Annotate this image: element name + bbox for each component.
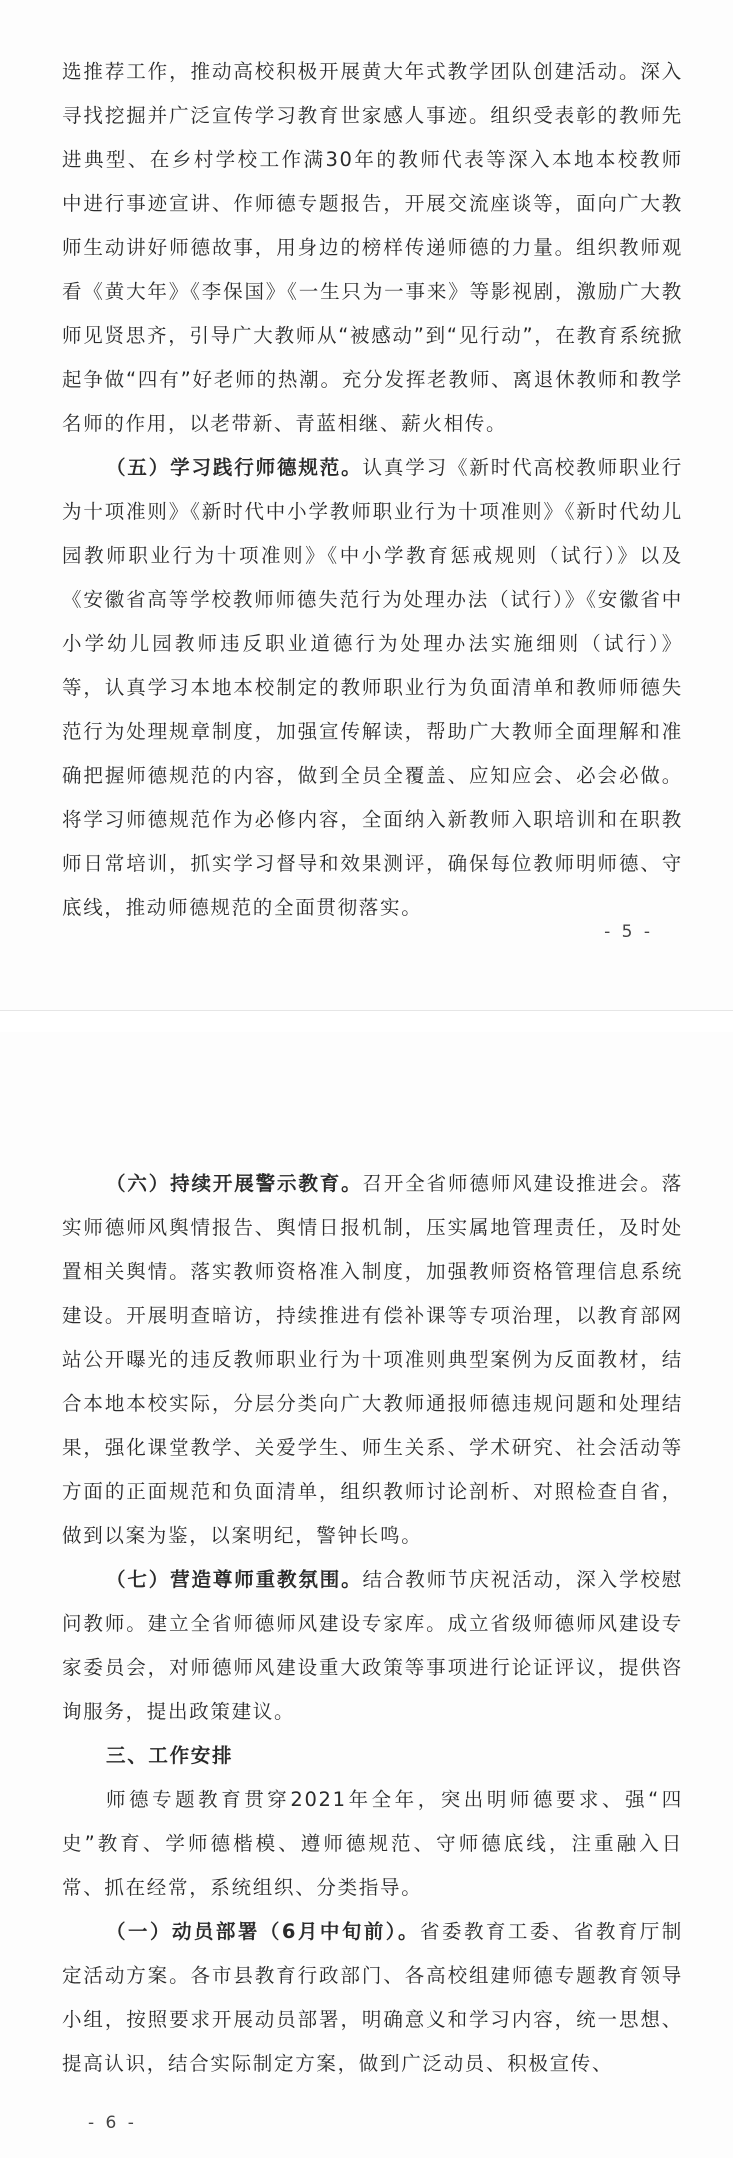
paragraph-mobilization <box>62 1910 683 2086</box>
section-heading: 三、工作安排 <box>106 1744 234 1767</box>
page-body <box>62 50 683 930</box>
page-body <box>62 1162 683 2086</box>
page-number: - 6 - <box>88 2113 137 2133</box>
paragraph-text: 师德专题教育贯穿2021年全年，突出明师德要求、强“四史”教育、学师德楷模、遵师德规范、守师德底线，注重融入日常、抓在经常，系统组织、分类指导。 <box>62 1788 683 1899</box>
paragraph-continued <box>62 50 683 446</box>
paragraph-text: 召开全省师德师风建设推进会。落实师德师风舆情报告、舆情日报机制，压实属地管理责任，及时处置相关舆情。落实教师资格准入制度，加强教师资格管理信息系统建设。开展明查暗访，持续推进有偿补课等专项治理，以教育部网站公开曝光的违反教师职业行为十项准则典型案例为反面教材，结合本地本校实际，分层分类向广大教师通报师德违规问题和处理结果，强化课堂教学、关爱学生、师生关系、学术研究、社会活动等方面的正面规范和负面清单，组织教师讨论剖析、对照检查自省，做到以案为鉴，以案明纪，警钟长鸣。 <box>62 1172 683 1547</box>
paragraph-text: 省委教育工委、省教育厅制定活动方案。各市县教育行政部门、各高校组建师德专题教育领导小组，按照要求开展动员部署，明确意义和学习内容，统一思想、提高认识，结合实际制定方案，做到广泛动员、积极宣传、 <box>62 1920 683 2075</box>
document-page-6 <box>0 1032 733 2158</box>
paragraph-overview <box>62 1778 683 1910</box>
page-separator <box>0 1010 733 1034</box>
paragraph-lead: （七）营造尊师重教氛围。 <box>106 1568 363 1591</box>
paragraph-text: 认真学习《新时代高校教师职业行为十项准则》《新时代中小学教师职业行为十项准则》《新时代幼儿园教师职业行为十项准则》《中小学教育惩戒规则（试行）》以及《安徽省高等学校教师师德失范行为处理办法（试行）》《安徽省中小学幼儿园教师违反职业道德行为处理办法实施细则（试行）》等，认真学习本地本校制定的教师职业行为负面清单和教师师德失范行为处理规章制度，加强宣传解读，帮助广大教师全面理解和准确把握师德规范的内容，做到全员全覆盖、应知应会、必会必做。将学习师德规范作为必修内容，全面纳入新教师入职培训和在职教师日常培训，抓实学习督导和效果测评，确保每位教师明师德、守底线，推动师德规范的全面贯彻落实。 <box>62 456 683 919</box>
paragraph-lead: （六）持续开展警示教育。 <box>106 1172 363 1195</box>
paragraph-text: 选推荐工作，推动高校积极开展黄大年式教学团队创建活动。深入寻找挖掘并广泛宣传学习教育世家感人事迹。组织受表彰的教师先进典型、在乡村学校工作满30年的教师代表等深入本地本校教师中进行事迹宣讲、作师德专题报告，开展交流座谈等，面向广大教师生动讲好师德故事，用身边的榜样传递师德的力量。组织教师观看《黄大年》《李保国》《一生只为一事来》等影视剧，激励广大教师见贤思齐，引导广大教师从“被感动”到“见行动”，在教育系统掀起争做“四有”好老师的热潮。充分发挥老教师、离退休教师和教学名师的作用，以老带新、青蓝相继、薪火相传。 <box>62 60 683 435</box>
paragraph-text: 结合教师节庆祝活动，深入学校慰问教师。建立全省师德师风建设专家库。成立省级师德师风建设专家委员会，对师德师风建设重大政策等事项进行论证评议，提供咨询服务，提出政策建议。 <box>62 1568 683 1723</box>
document-page-5 <box>0 0 733 1010</box>
paragraph-section-5 <box>62 446 683 930</box>
page-number: - 5 - <box>604 922 653 942</box>
paragraph-section-7 <box>62 1558 683 1734</box>
paragraph-section-6 <box>62 1162 683 1558</box>
paragraph-lead: （一）动员部署（6月中旬前）。 <box>106 1920 421 1943</box>
paragraph-lead: （五）学习践行师德规范。 <box>106 456 363 479</box>
